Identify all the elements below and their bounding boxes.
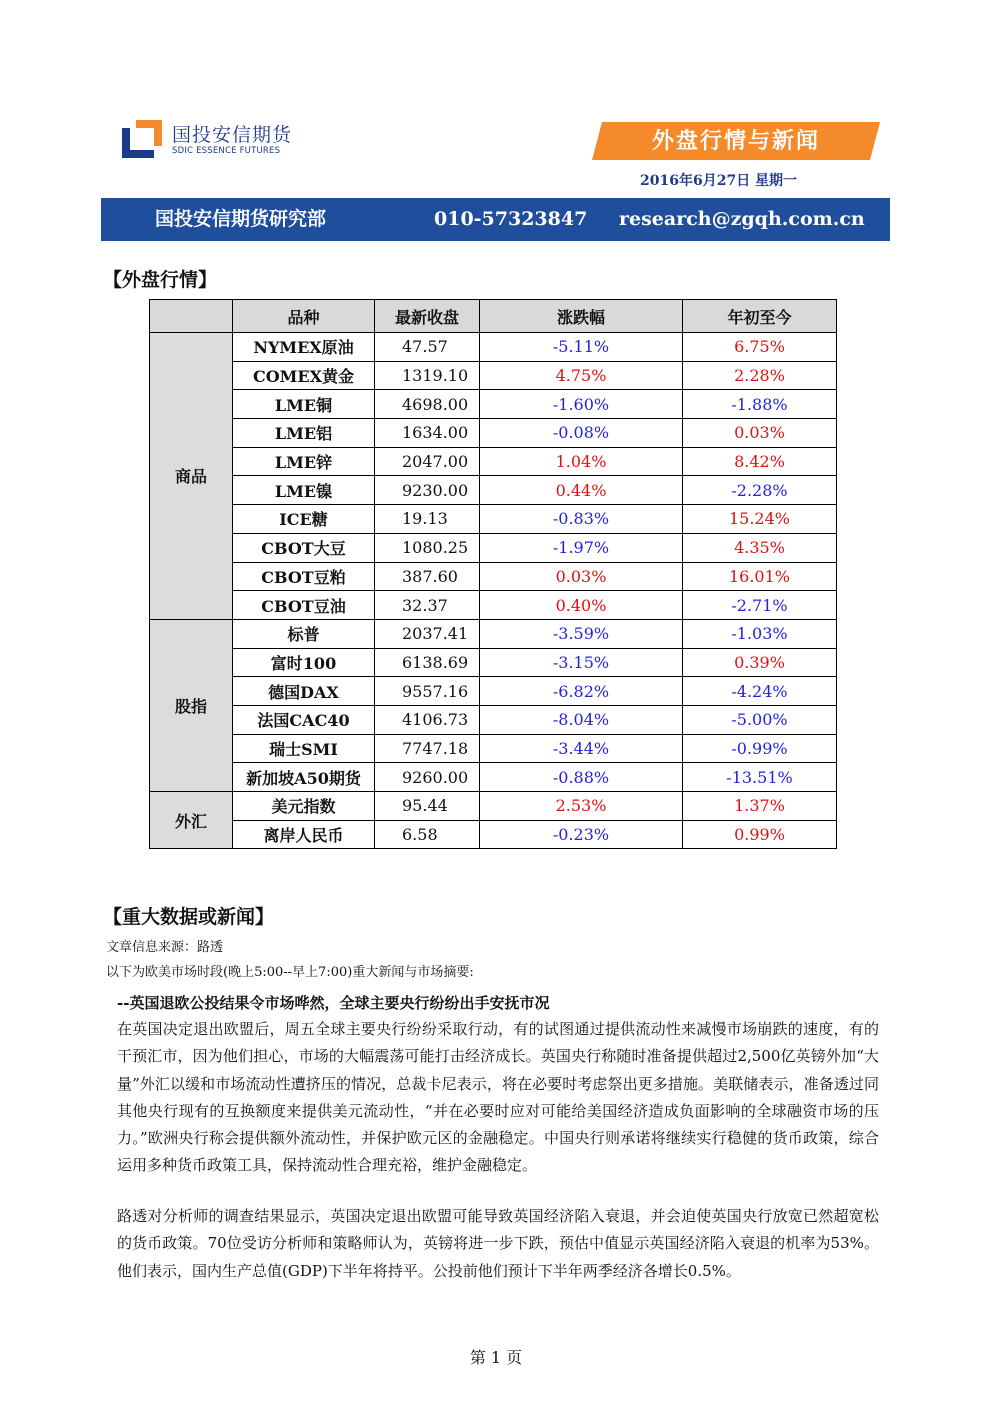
change-percent: 0.44% [480, 476, 683, 505]
table-row [150, 562, 837, 591]
report-title: 外盘行情与新闻 [651, 128, 820, 154]
variety-name: COMEX黄金 [233, 361, 375, 390]
logo-chinese-name: 国投安信期货 [172, 124, 293, 146]
variety-name: 德国DAX [233, 677, 375, 706]
ytd-percent: 0.99% [683, 820, 837, 849]
change-percent: -3.15% [480, 648, 683, 677]
close-price: 4698.00 [375, 390, 480, 419]
table-row [150, 505, 837, 534]
news-paragraph-2: 路透对分析师的调查结果显示，英国决定退出欧盟可能导致英国经济陷入衰退，并会迫使英国央行放宽已然超宽松的货币政策。70位受访分析师和策略师认为，英镑将进一步下跌，预估中值显示英国经济陷入衰退的机率为53%。他们表示，国内生产总值(GDP)下半年将持平。公投前他们预计下半年两季经济各增长0.5%。 [117, 1207, 879, 1280]
ytd-percent: -2.71% [683, 591, 837, 620]
table-header-row [150, 300, 837, 333]
email-address: research@zgqh.com.cn [619, 208, 865, 230]
variety-name: 富时100 [233, 648, 375, 677]
change-percent: -8.04% [480, 705, 683, 734]
ytd-percent: -1.03% [683, 619, 837, 648]
variety-name: LME锌 [233, 447, 375, 476]
change-percent: -1.97% [480, 533, 683, 562]
variety-name: 法国CAC40 [233, 705, 375, 734]
change-percent: -3.59% [480, 619, 683, 648]
ytd-percent: 0.39% [683, 648, 837, 677]
change-percent: -3.44% [480, 734, 683, 763]
group-label: 商品 [150, 333, 233, 620]
market-table-body [150, 333, 837, 849]
change-percent: 1.04% [480, 447, 683, 476]
ytd-percent: -4.24% [683, 677, 837, 706]
variety-name: 离岸人民币 [233, 820, 375, 849]
close-price: 95.44 [375, 792, 480, 821]
ytd-percent: 8.42% [683, 447, 837, 476]
ytd-percent: -1.88% [683, 390, 837, 419]
report-date: 2016年6月27日 星期一 [640, 173, 798, 189]
close-price: 9260.00 [375, 763, 480, 792]
logo-english-name: SDIC ESSENCE FUTURES [172, 146, 281, 156]
change-percent: 2.53% [480, 792, 683, 821]
close-price: 2037.41 [375, 619, 480, 648]
close-price: 9557.16 [375, 677, 480, 706]
change-percent: -0.23% [480, 820, 683, 849]
group-label: 股指 [150, 619, 233, 791]
close-price: 47.57 [375, 333, 480, 362]
ytd-percent: 1.37% [683, 792, 837, 821]
department-name: 国投安信期货研究部 [155, 208, 327, 230]
close-price: 7747.18 [375, 734, 480, 763]
change-percent: -0.08% [480, 419, 683, 448]
table-row [150, 705, 837, 734]
close-price: 9230.00 [375, 476, 480, 505]
variety-name: CBOT豆油 [233, 591, 375, 620]
market-table [149, 299, 837, 849]
ytd-percent: 6.75% [683, 333, 837, 362]
table-row [150, 361, 837, 390]
variety-name: CBOT豆粕 [233, 562, 375, 591]
table-row [150, 447, 837, 476]
close-price: 387.60 [375, 562, 480, 591]
ytd-percent: 16.01% [683, 562, 837, 591]
table-row [150, 677, 837, 706]
close-price: 4106.73 [375, 705, 480, 734]
change-percent: -1.60% [480, 390, 683, 419]
table-row [150, 533, 837, 562]
table-row [150, 591, 837, 620]
close-price: 1080.25 [375, 533, 480, 562]
ytd-percent: 15.24% [683, 505, 837, 534]
table-row [150, 820, 837, 849]
page-number: 第 1 页 [469, 1348, 523, 1367]
variety-name: 新加坡A50期货 [233, 763, 375, 792]
table-row [150, 419, 837, 448]
market-section-title: 【外盘行情】 [103, 269, 218, 291]
table-row [150, 763, 837, 792]
variety-name: CBOT大豆 [233, 533, 375, 562]
close-price: 2047.00 [375, 447, 480, 476]
table-row [150, 333, 837, 362]
close-price: 6.58 [375, 820, 480, 849]
ytd-percent: -0.99% [683, 734, 837, 763]
variety-name: LME铜 [233, 390, 375, 419]
change-percent: 0.40% [480, 591, 683, 620]
variety-name: 标普 [233, 619, 375, 648]
contact-banner [101, 198, 890, 241]
ytd-percent: 2.28% [683, 361, 837, 390]
ytd-percent: 4.35% [683, 533, 837, 562]
close-price: 1319.10 [375, 361, 480, 390]
close-price: 1634.00 [375, 419, 480, 448]
group-label: 外汇 [150, 792, 233, 849]
variety-name: 瑞士SMI [233, 734, 375, 763]
variety-name: LME铝 [233, 419, 375, 448]
table-row [150, 619, 837, 648]
close-price: 32.37 [375, 591, 480, 620]
ytd-percent: -2.28% [683, 476, 837, 505]
header-ytd: 年初至今 [683, 300, 837, 333]
news-headline: --英国退欧公投结果令市场哗然，全球主要央行纷纷出手安抚市况 [117, 994, 550, 1012]
table-row [150, 476, 837, 505]
news-intro: 以下为欧美市场时段(晚上5:00--早上7:00)重大新闻与市场摘要: [106, 965, 474, 980]
change-percent: -5.11% [480, 333, 683, 362]
variety-name: 美元指数 [233, 792, 375, 821]
report-title-tab [592, 122, 880, 160]
header-blank [150, 300, 233, 333]
ytd-percent: -13.51% [683, 763, 837, 792]
table-row [150, 792, 837, 821]
news-source: 文章信息来源：路透 [106, 940, 224, 955]
phone-number: 010-57323847 [434, 208, 588, 230]
close-price: 19.13 [375, 505, 480, 534]
ytd-percent: 0.03% [683, 419, 837, 448]
change-percent: 0.03% [480, 562, 683, 591]
header-change: 涨跌幅 [480, 300, 683, 333]
table-row [150, 390, 837, 419]
change-percent: 4.75% [480, 361, 683, 390]
company-logo [122, 118, 322, 162]
table-row [150, 648, 837, 677]
news-section-title: 【重大数据或新闻】 [103, 906, 275, 928]
change-percent: -6.82% [480, 677, 683, 706]
ytd-percent: -5.00% [683, 705, 837, 734]
header-close: 最新收盘 [375, 300, 480, 333]
change-percent: -0.88% [480, 763, 683, 792]
variety-name: NYMEX原油 [233, 333, 375, 362]
table-row [150, 734, 837, 763]
change-percent: -0.83% [480, 505, 683, 534]
news-paragraph-1: 在英国决定退出欧盟后，周五全球主要央行纷纷采取行动，有的试图通过提供流动性来减慢市场崩跌的速度，有的干预汇市，因为他们担心，市场的大幅震荡可能打击经济成长。英国央行称随时准备提供超过2,500亿英镑外加“大量”外汇以缓和市场流动性遭挤压的情况，总裁卡尼表示，将在必要时考虑祭出更多措施。美联储表示，准备透过同其他央行现有的互换额度来提供美元流动性，“并在必要时应对可能给美国经济造成负面影响的全球融资市场的压力。”欧洲央行称会提供额外流动性，并保护欧元区的金融稳定。中国央行则承诺将继续实行稳健的货币政策，综合运用多种货币政策工具，保持流动性合理充裕，维护金融稳定。 [117, 1020, 879, 1175]
close-price: 6138.69 [375, 648, 480, 677]
header-variety: 品种 [233, 300, 375, 333]
logo-mark-icon [122, 120, 162, 158]
variety-name: ICE糖 [233, 505, 375, 534]
variety-name: LME镍 [233, 476, 375, 505]
